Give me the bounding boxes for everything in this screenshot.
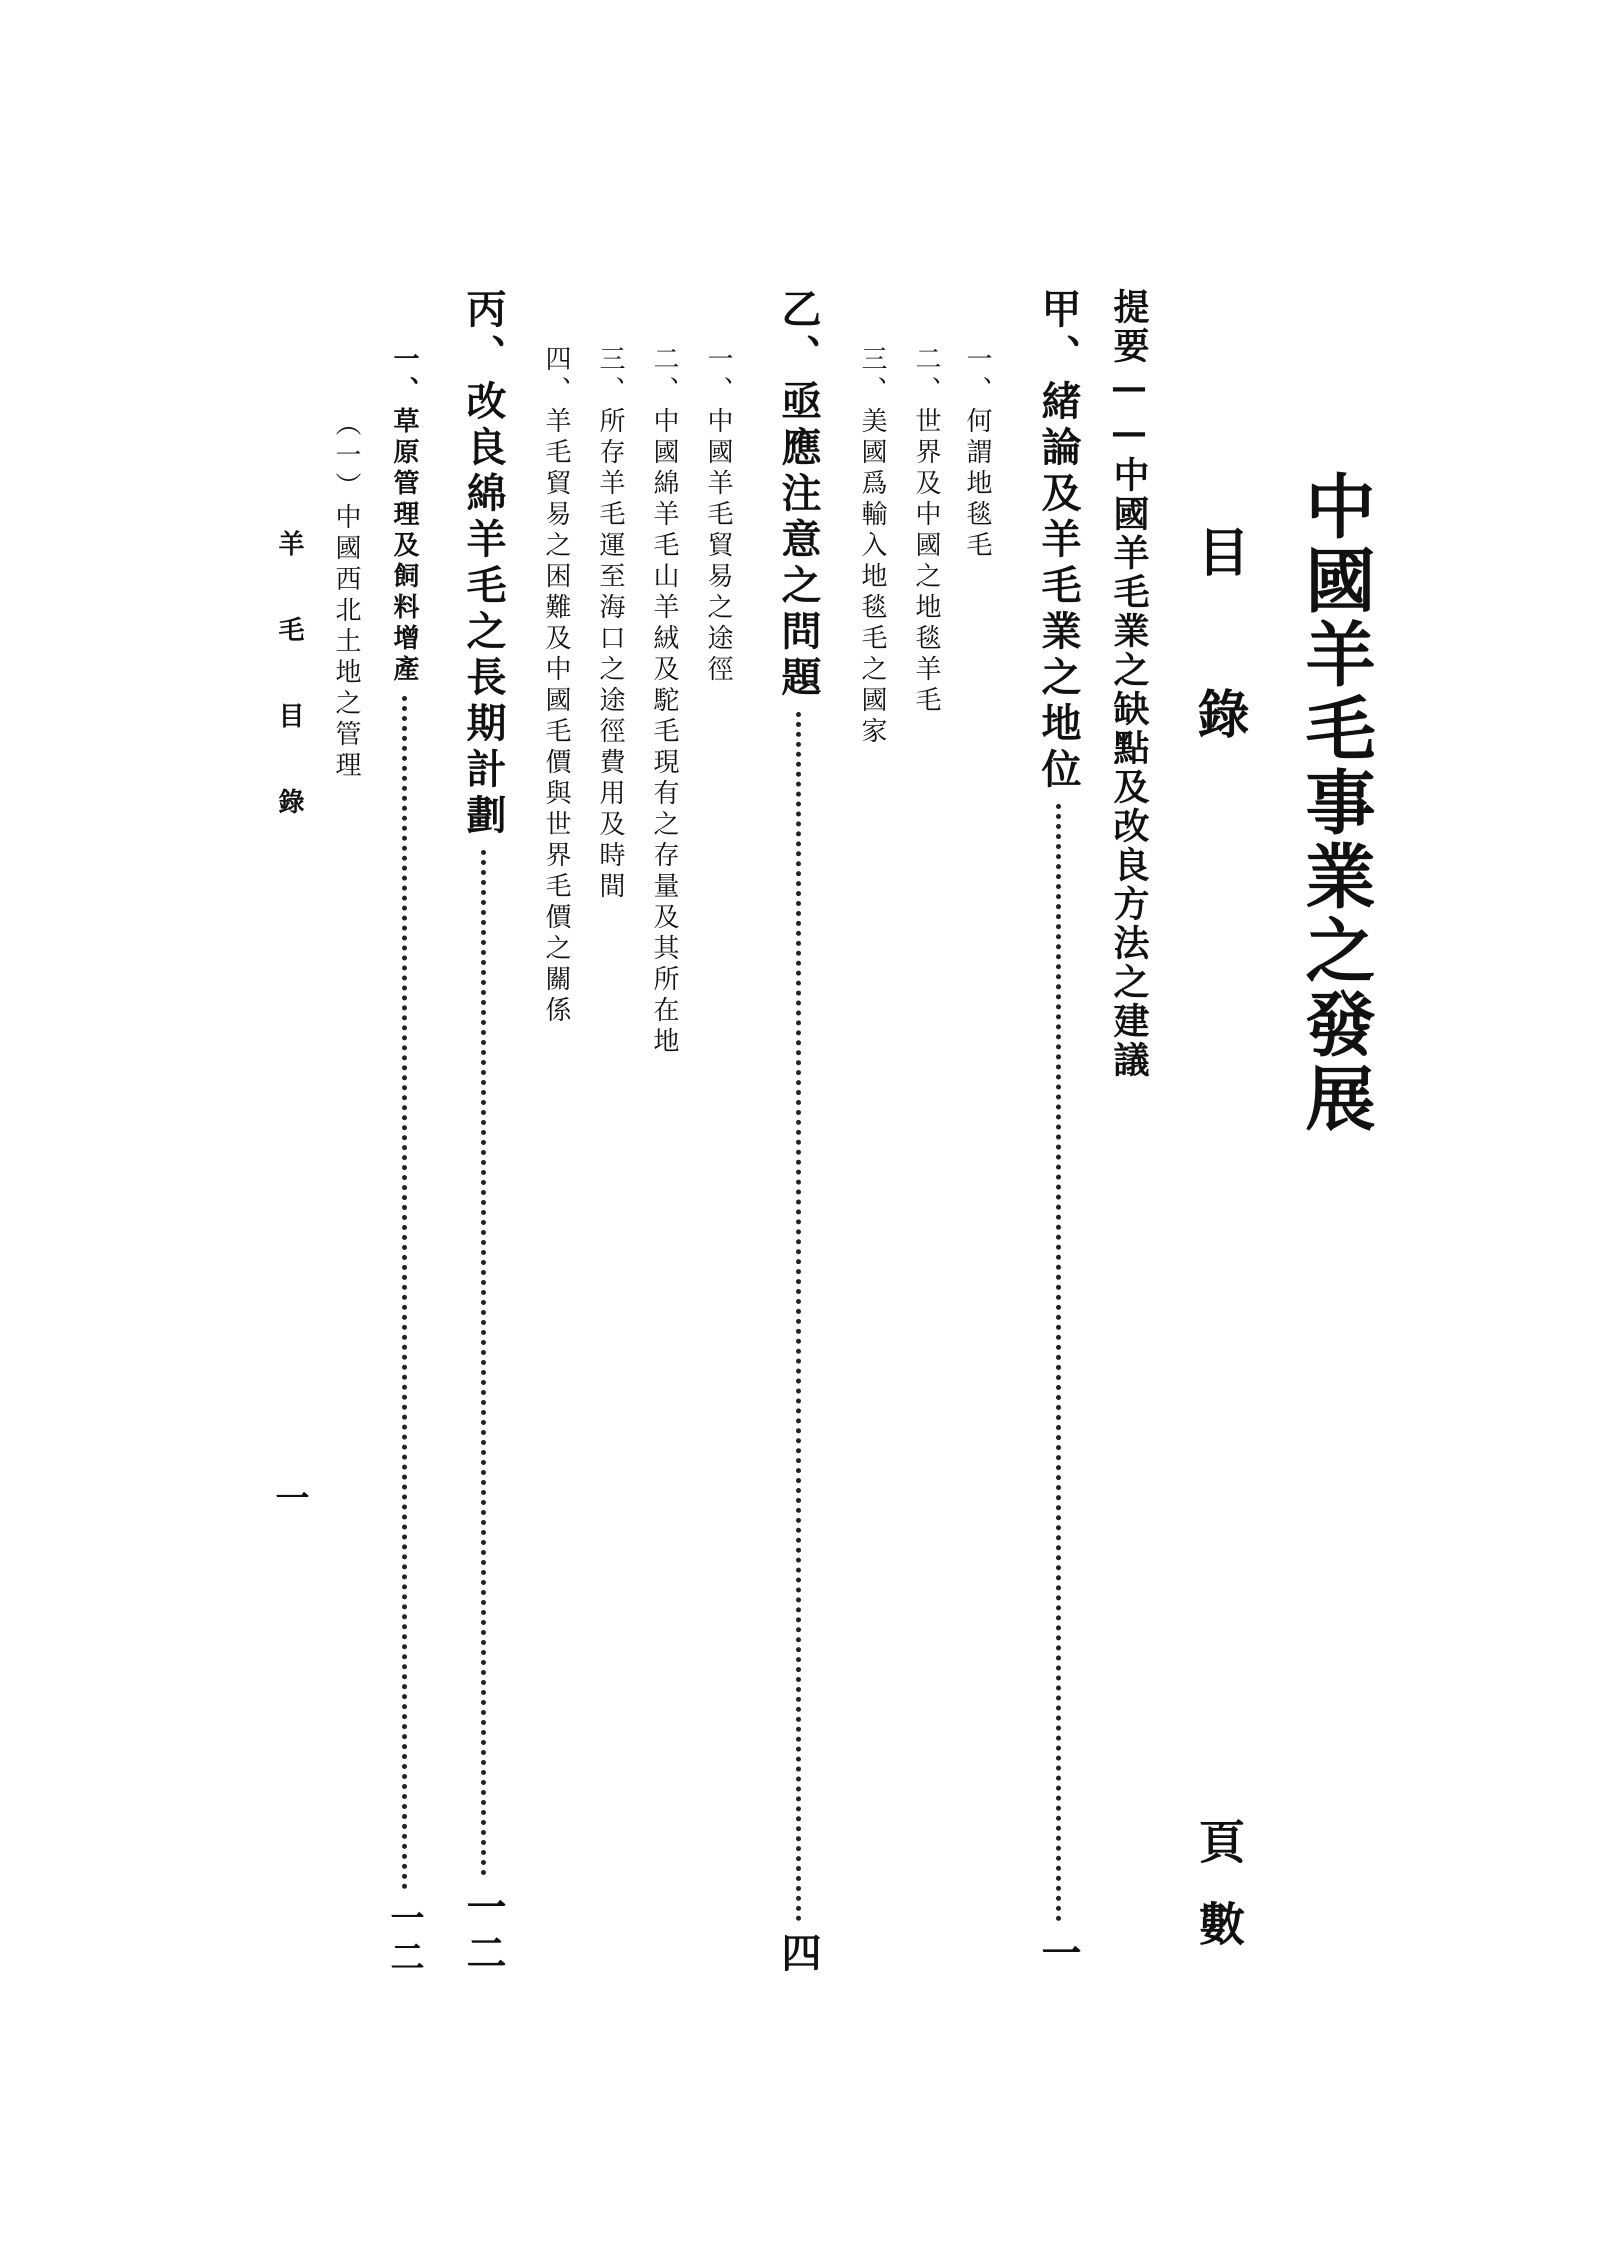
- toc-entry-label: 丙、改良綿羊毛之長期計劃: [460, 288, 507, 840]
- toc-entry-page: 一: [1035, 1932, 1082, 1978]
- toc-entry-item: [648, 345, 680, 1058]
- toc-entry-label: 三、所存羊毛運至海口之途徑費用及時間: [595, 345, 625, 903]
- dot-leader: [402, 696, 407, 1890]
- toc-entry-label: 三、美國爲輸入地毯毛之國家: [857, 345, 887, 748]
- page-number-heading: 頁數: [1192, 1818, 1246, 1982]
- toc-entry-label: 一、何謂地毯毛: [962, 345, 992, 562]
- toc-entry-label: 四、羊毛貿易之困難及中國毛價與世界毛價之關係: [541, 345, 571, 1027]
- running-title: 羊毛目錄: [274, 530, 304, 874]
- toc-entry-label: 乙、亟應注意之問題: [775, 288, 822, 702]
- toc-entry-item: [540, 345, 572, 1027]
- page-number: 一: [269, 1480, 309, 1514]
- toc-entry-item: [961, 345, 993, 562]
- toc-entry-label: 一、草原管理及飼料增產: [389, 345, 419, 686]
- toc-heading: 目錄: [1188, 525, 1249, 849]
- toc-entry-page: 一二: [460, 1886, 507, 1978]
- toc-entry-section-jia: [1034, 288, 1082, 1978]
- toc-entry-item: [594, 345, 626, 903]
- toc-entry-label: 一、中國羊毛貿易之途徑: [703, 345, 733, 686]
- summary-line: 提要——中國羊毛業之缺點及改良方法之建議: [1108, 288, 1150, 1080]
- toc-entry-label: 二、世界及中國之地毯羊毛: [911, 345, 941, 717]
- dot-leader: [796, 712, 801, 1922]
- toc-entry-subsection: [384, 345, 424, 1978]
- toc-entry-page: 四: [775, 1932, 822, 1978]
- toc-entry-section-bing: [459, 288, 507, 1978]
- toc-entry-label: （一）中國西北土地之管理: [331, 410, 361, 782]
- toc-entry-page: 一二: [384, 1900, 424, 1978]
- toc-entry-label: 二、中國綿羊毛山羊絨及駝毛現有之存量及其所在地: [649, 345, 679, 1058]
- toc-entry-item: [330, 410, 362, 782]
- toc-entry-item: [702, 345, 734, 686]
- dot-leader: [481, 850, 486, 1876]
- toc-entry-section-yi: [774, 288, 822, 1978]
- dot-leader: [1056, 804, 1061, 1922]
- document-title: 中國羊毛事業之發展: [1294, 470, 1377, 1136]
- toc-entry-label: 甲、緒論及羊毛業之地位: [1035, 288, 1082, 794]
- toc-entry-item: [910, 345, 942, 717]
- toc-entry-item: [856, 345, 888, 748]
